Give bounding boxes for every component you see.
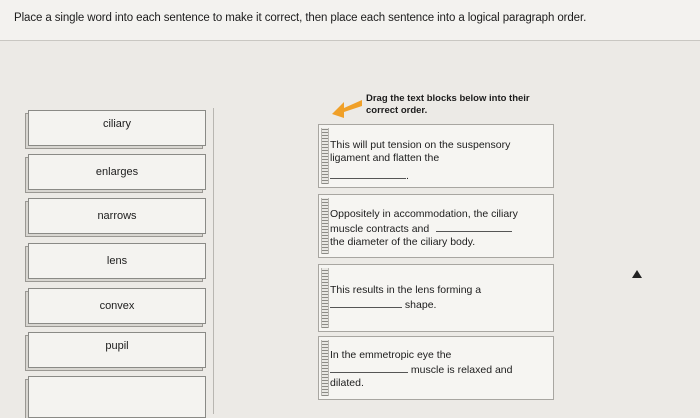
word-label: convex [99,300,135,312]
drag-hint: Drag the text blocks below into their correct order. [366,93,530,116]
sentence-text: In the emmetropic eye the [330,349,452,361]
drag-handle-icon[interactable] [321,340,329,396]
sentence-text: . [406,170,409,182]
word-label: narrows [97,210,137,222]
word-label: ciliary [102,118,132,130]
blank-drop-zone[interactable] [330,362,408,373]
instruction-bar [0,0,700,40]
instructions-text: Place a single word into each sentence to make it correct, then place each sentence into a logical paragraph order. [14,12,587,24]
blank-drop-zone[interactable] [436,221,512,232]
divider [0,40,700,41]
sentence-text: muscle is relaxed and [410,364,513,376]
word-label: lens [106,255,128,267]
sentence-text: dilated. [330,377,364,389]
arrow-icon [330,94,364,120]
column-separator [213,108,214,414]
word-label: pupil [105,340,129,352]
sentence-text: ligament and flatten the [330,152,440,164]
sentence-text: Oppositely in accommodation, the ciliary [330,208,518,220]
sentence-text: muscle contracts and [330,223,430,235]
drag-handle-icon[interactable] [321,268,329,328]
word-tile-enlarges[interactable] [28,154,206,190]
sentence-text: shape. [404,299,437,311]
word-label: enlarges [95,166,139,178]
drag-handle-icon[interactable] [321,128,329,184]
blank-drop-zone[interactable] [330,168,406,179]
sentence-block-4[interactable] [318,336,554,400]
sentence-text: the diameter of the ciliary body. [330,236,476,248]
mouse-cursor-icon [632,268,642,280]
word-tile-partial[interactable] [28,376,206,418]
word-tile-convex[interactable] [28,288,206,324]
blank-drop-zone[interactable] [330,297,402,308]
sentence-text: This will put tension on the suspensory [330,139,511,151]
word-tile-ciliary[interactable] [28,110,206,146]
drag-handle-icon[interactable] [321,198,329,254]
word-tile-pupil[interactable] [28,332,206,368]
sentence-text: This results in the lens forming a [330,284,482,296]
sentence-block-3[interactable] [318,264,554,332]
sentence-block-1[interactable] [318,124,554,188]
word-tile-narrows[interactable] [28,198,206,234]
sentence-block-2[interactable] [318,194,554,258]
word-tile-lens[interactable] [28,243,206,279]
